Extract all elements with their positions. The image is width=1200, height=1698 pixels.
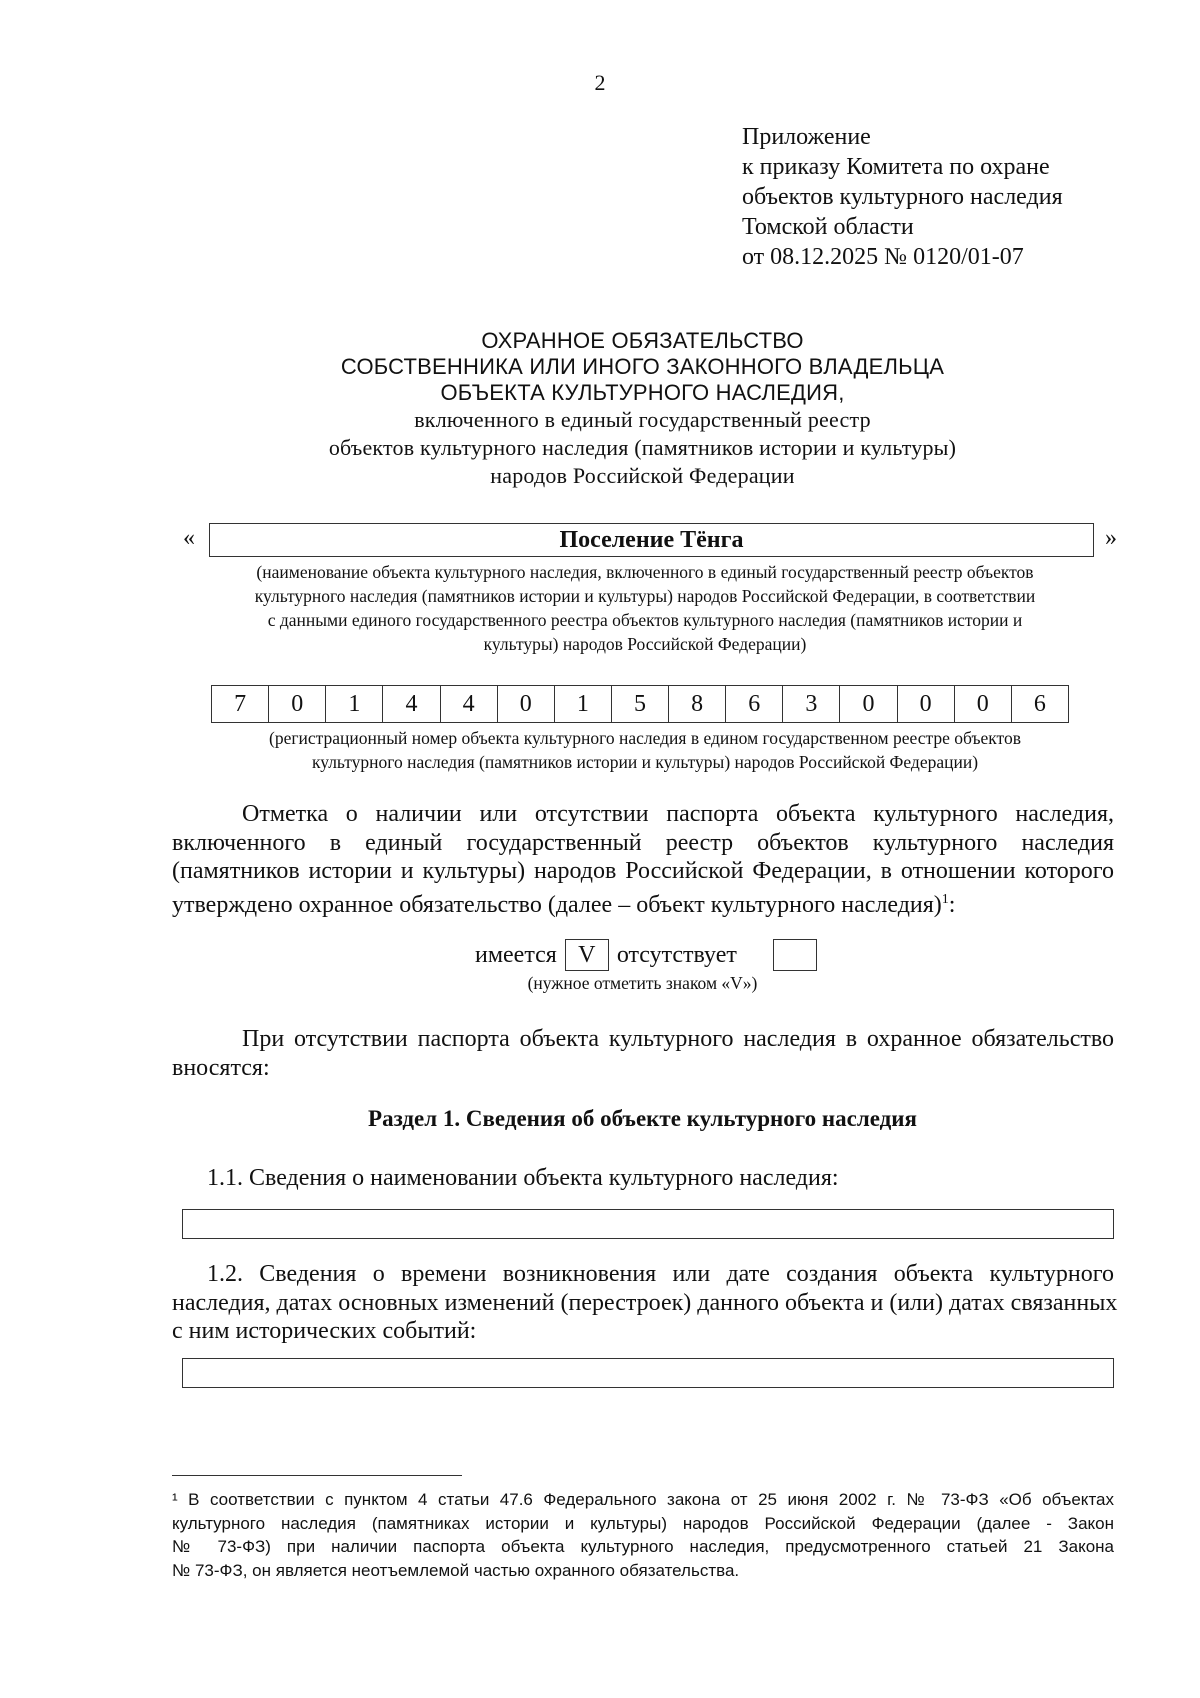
passport-mark-row bbox=[475, 939, 825, 971]
reg-digit-cell[interactable]: 8 bbox=[669, 686, 726, 723]
section-1-title: Раздел 1. Сведения об объекте культурного наследия bbox=[368, 1106, 917, 1131]
document-title bbox=[0, 328, 1200, 490]
caption-line: культурного наследия (памятников истории и культуры) народов Российской Федерации) bbox=[311, 752, 979, 772]
paragraph-line: с ним исторических событий: bbox=[172, 1318, 477, 1344]
page-number: 2 bbox=[594, 70, 606, 95]
quote-close: » bbox=[1105, 525, 1117, 551]
caption-line: культуры) народов Российской Федерации) bbox=[483, 634, 807, 654]
title-line: ОХРАННОЕ ОБЯЗАТЕЛЬСТВО bbox=[481, 328, 804, 353]
reg-digit-cell[interactable]: 0 bbox=[269, 686, 326, 723]
item-1-2-field[interactable] bbox=[182, 1358, 1114, 1388]
paragraph-line-text: утверждено охранное обязательство (далее – объект культурного наследия) bbox=[172, 891, 942, 918]
caption-line: (наименование объекта культурного наследия, включенного в единый государственный реестр объектов bbox=[256, 562, 1034, 582]
footnote-line: культурного наследия (памятниках истории и культуры) народов Российской Федерации (далее - Закон bbox=[172, 1513, 1114, 1533]
paragraph-line: включенного в единый государственный реестр объектов культурного наследия bbox=[172, 829, 1114, 856]
paragraph-tail: : bbox=[948, 891, 956, 918]
present-label: имеется bbox=[475, 941, 557, 968]
title-subline: объектов культурного наследия (памятников истории и культуры) bbox=[328, 435, 957, 460]
reg-digit-cell[interactable]: 3 bbox=[783, 686, 840, 723]
title-line: ОБЪЕКТА КУЛЬТУРНОГО НАСЛЕДИЯ, bbox=[440, 380, 845, 405]
title-line: СОБСТВЕННИКА ИЛИ ИНОГО ЗАКОННОГО ВЛАДЕЛЬЦА bbox=[340, 354, 945, 379]
object-name-caption bbox=[195, 560, 1095, 656]
title-subline: включенного в единый государственный реестр bbox=[414, 407, 871, 432]
passport-note-paragraph bbox=[172, 800, 1114, 919]
paragraph-line: вносятся: bbox=[172, 1054, 270, 1081]
item-1-1-field[interactable] bbox=[182, 1209, 1114, 1239]
reg-digit-cell[interactable]: 1 bbox=[326, 686, 383, 723]
title-subline: народов Российской Федерации bbox=[490, 463, 795, 488]
absent-label: отсутствует bbox=[616, 941, 737, 968]
absent-checkbox[interactable] bbox=[773, 939, 817, 971]
reg-digit-cell[interactable]: 0 bbox=[840, 686, 897, 723]
annex-line: к приказу Комитета по охране bbox=[742, 154, 1050, 180]
reg-digit-cell[interactable]: 6 bbox=[726, 686, 783, 723]
footnote-line: № 73-ФЗ) при наличии паспорта объекта культурного наследия, предусмотренного статьей 21 Закона bbox=[172, 1537, 1114, 1556]
paragraph-line-last bbox=[172, 886, 1114, 920]
caption-line: культурного наследия (памятников истории и культуры) народов Российской Федерации, в соответствии bbox=[254, 586, 1036, 606]
item-1-1-label: 1.1. Сведения о наименовании объекта культурного наследия: bbox=[207, 1165, 839, 1191]
reg-digit-cell[interactable]: 4 bbox=[383, 686, 440, 723]
footnote bbox=[172, 1488, 1114, 1582]
mark-hint: (нужное отметить знаком «V») bbox=[527, 973, 758, 993]
paragraph-line: наследия, датах основных изменений (перестроек) данного объекта и (или) датах связанных bbox=[172, 1289, 1118, 1316]
footnote-reference[interactable]: 1 bbox=[941, 891, 949, 907]
registration-caption bbox=[195, 726, 1095, 774]
footnote-line: № 73-ФЗ, он является неотъемлемой частью охранного обязательства. bbox=[172, 1560, 740, 1580]
annex-line: объектов культурного наследия bbox=[742, 184, 1063, 210]
paragraph-line: Отметка о наличии или отсутствии паспорта объекта культурного наследия, bbox=[242, 801, 1114, 827]
caption-line: (регистрационный номер объекта культурного наследия в едином государственном реестре объектов bbox=[269, 728, 1021, 748]
item-1-2-paragraph bbox=[172, 1260, 1118, 1346]
paragraph-line: При отсутствии паспорта объекта культурного наследия в охранное обязательство bbox=[242, 1026, 1114, 1052]
reg-digit-cell[interactable]: 4 bbox=[440, 686, 497, 723]
annex-line: Приложение bbox=[742, 124, 871, 150]
reg-digit-cell[interactable]: 0 bbox=[954, 686, 1011, 723]
annex-block bbox=[742, 122, 1063, 272]
present-checkbox[interactable]: V bbox=[565, 939, 609, 971]
annex-line: Томской области bbox=[742, 214, 914, 240]
footnote-line: ¹ В соответствии с пунктом 4 статьи 47.6 Федерального закона от 25 июня 2002 г. № 73-ФЗ «Об объектах bbox=[172, 1490, 1114, 1509]
caption-line: с данными единого государственного реестра объектов культурного наследия (памятников истории и bbox=[267, 610, 1023, 630]
reg-digit-cell[interactable]: 0 bbox=[897, 686, 954, 723]
annex-line: от 08.12.2025 № 0120/01-07 bbox=[742, 244, 1024, 270]
quote-open: « bbox=[183, 525, 195, 551]
object-name-field[interactable]: Поселение Тёнга bbox=[209, 523, 1094, 557]
reg-digit-cell[interactable]: 1 bbox=[554, 686, 611, 723]
paragraph-line: (памятников истории и культуры) народов Российской Федерации, в отношении которого bbox=[172, 858, 1114, 884]
footnote-separator bbox=[172, 1475, 462, 1476]
paragraph-line: 1.2. Сведения о времени возникновения или дате создания объекта культурного bbox=[207, 1261, 1114, 1287]
reg-digit-cell[interactable]: 7 bbox=[212, 686, 269, 723]
reg-digit-cell[interactable]: 6 bbox=[1011, 686, 1068, 723]
absence-note-paragraph bbox=[172, 1025, 1114, 1082]
reg-digit-cell[interactable]: 0 bbox=[497, 686, 554, 723]
reg-digit-cell[interactable]: 5 bbox=[611, 686, 668, 723]
registration-number-grid bbox=[211, 685, 1069, 723]
